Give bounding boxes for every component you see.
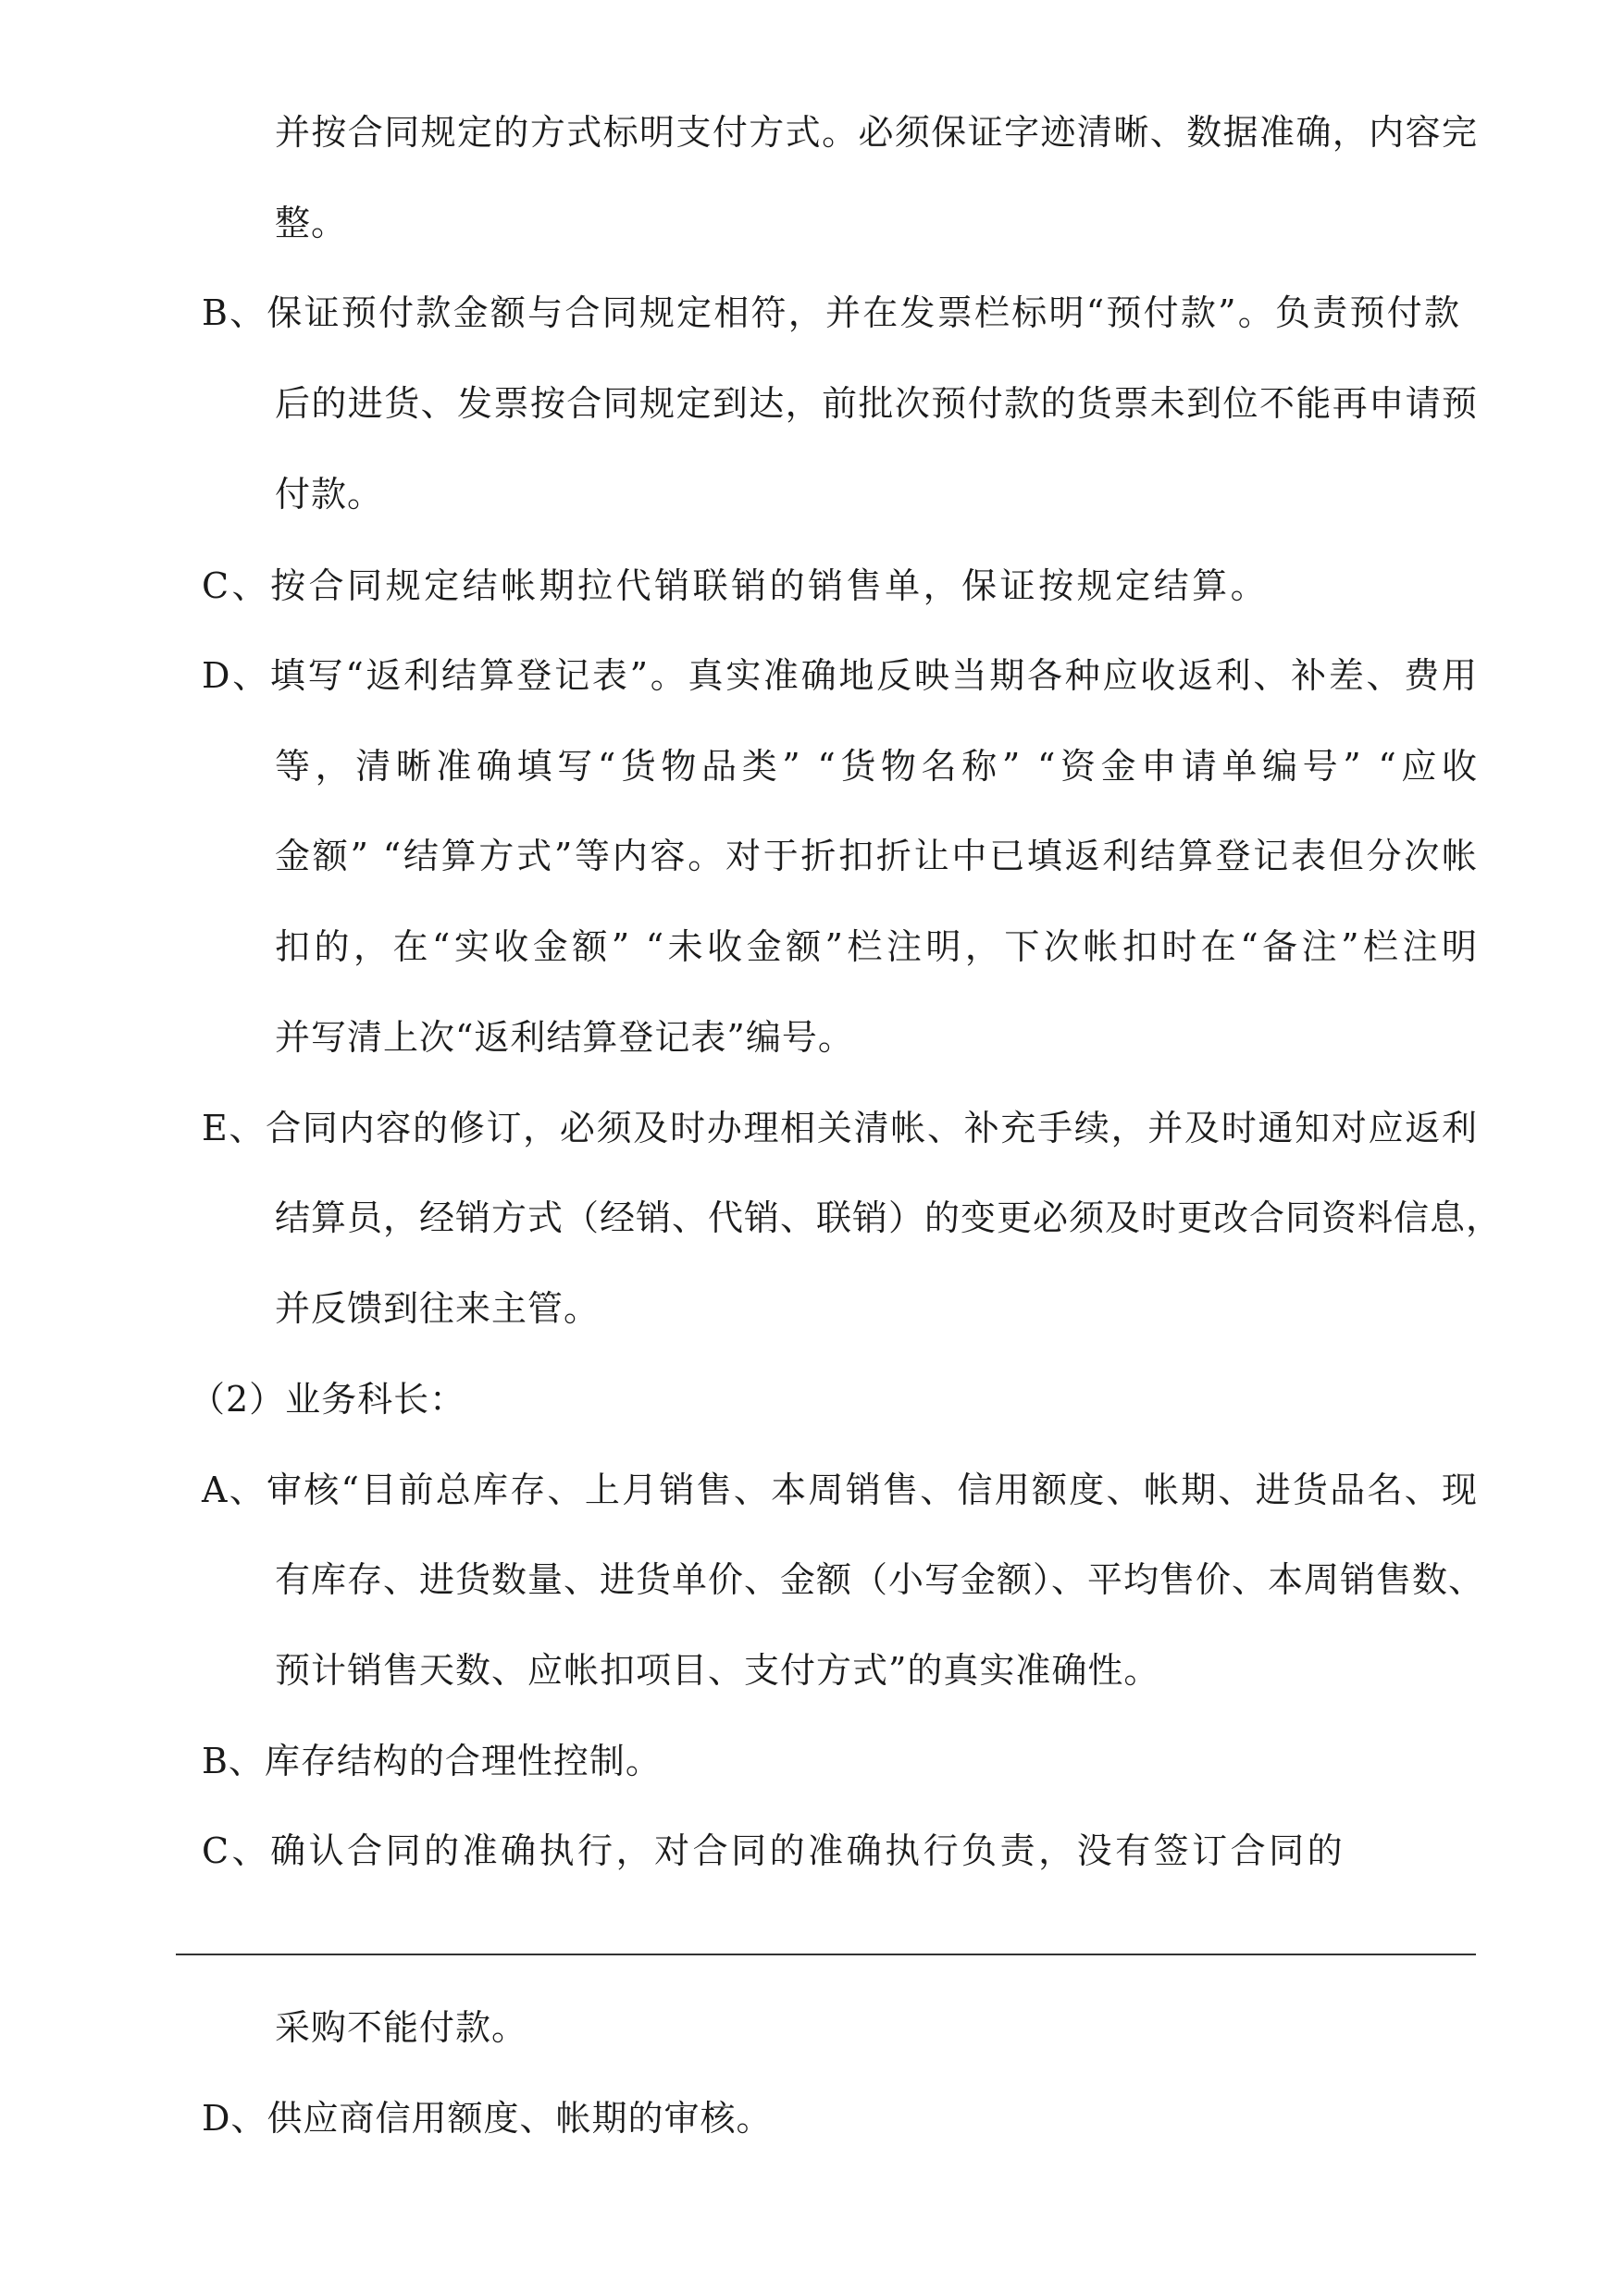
section-heading: （2）业务科长：: [190, 1379, 466, 1420]
list-item-d: D、供应商信用额度、帐期的审核。: [202, 2098, 773, 2139]
paragraph-line: 有库存、进货数量、进货单价、金额（小写金额）、平均售价、本周销售数、: [275, 1559, 1485, 1600]
paragraph-line: 扣的，在“实收金额” “未收金额”栏注明，下次帐扣时在“备注”栏注明: [275, 926, 1478, 967]
paragraph-line: 并按合同规定的方式标明支付方式。必须保证字迹清晰、数据准确，内容完: [275, 112, 1478, 153]
paragraph-line: 并反馈到往来主管。: [275, 1288, 601, 1329]
list-item-a: A、审核“目前总库存、上月销售、本周销售、信用额度、帐期、进货品名、现: [202, 1470, 1478, 1510]
list-item-b: B、库存结构的合理性控制。: [202, 1741, 662, 1781]
list-item-b: B、保证预付款金额与合同规定相符，并在发票栏标明“预付款”。负责预付款: [202, 292, 1460, 333]
paragraph-line: 后的进货、发票按合同规定到达，前批次预付款的货票未到位不能再申请预: [275, 383, 1478, 424]
paragraph-line: 采购不能付款。: [275, 2007, 528, 2048]
paragraph-line: 预计销售天数、应帐扣项目、支付方式”的真实准确性。: [275, 1650, 1160, 1691]
list-item-d: D、填写“返利结算登记表”。真实准确地反映当期各种应收返利、补差、费用: [202, 655, 1478, 696]
list-item-c: C、确认合同的准确执行，对合同的准确执行负责，没有签订合同的: [202, 1830, 1346, 1871]
paragraph-line: 付款。: [275, 474, 384, 515]
paragraph-line: 整。: [275, 203, 348, 243]
list-item-c: C、按合同规定结帐期拉代销联销的销售单，保证按规定结算。: [202, 565, 1270, 606]
paragraph-line: 等，清晰准确填写“货物品类” “货物名称” “资金申请单编号” “应收: [275, 746, 1478, 787]
paragraph-line: 结算员，经销方式（经销、代销、联销）的变更必须及时更改合同资料信息，: [275, 1197, 1503, 1238]
list-item-e: E、合同内容的修订，必须及时办理相关清帐、补充手续，并及时通知对应返利: [202, 1108, 1478, 1148]
paragraph-line: 并写清上次“返利结算登记表”编号。: [275, 1017, 854, 1058]
paragraph-line: 金额” “结算方式”等内容。对于折扣折让中已填返利结算登记表但分次帐: [275, 836, 1478, 876]
page-divider: [176, 1954, 1476, 1955]
